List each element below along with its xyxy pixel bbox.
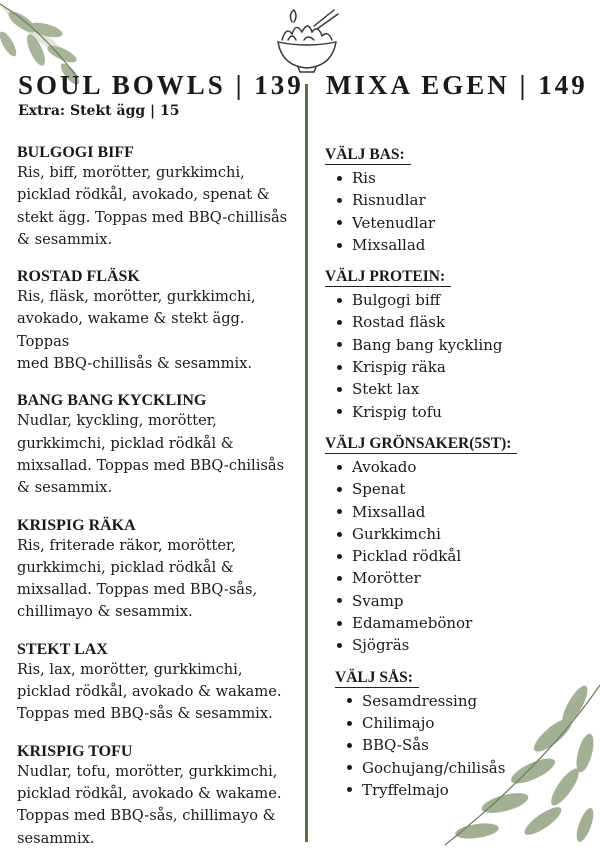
- section-title: VÄLJ SÅS:: [335, 669, 419, 688]
- bullet-icon: [337, 320, 342, 325]
- dish-description: Ris, biff, morötter, gurkkimchi, picklad rödkål, avokado, spenat & stekt ägg. Toppas med BBQ-chillisås & sesammix.: [17, 164, 288, 248]
- list-item: Krispig räka: [337, 356, 585, 378]
- dish-krispig-raka: [17, 517, 299, 624]
- section-protein: [325, 266, 585, 423]
- dish-name: ROSTAD FLÄSK: [17, 268, 140, 286]
- section-gronsaker: [325, 433, 585, 657]
- bullet-icon: [337, 643, 342, 648]
- list-item: Morötter: [337, 567, 585, 589]
- mixa-egen-title: MIXA EGEN | 149: [326, 70, 588, 100]
- dish-description: Ris, fläsk, morötter, gurkkimchi, avokado, wakame & stekt ägg. Toppas med BBQ-chillisås & sesammix.: [17, 288, 256, 373]
- bullet-icon: [337, 487, 342, 492]
- dish-name: STEKT LAX: [17, 640, 108, 658]
- column-divider: [305, 84, 308, 842]
- list-item: Picklad rödkål: [337, 545, 585, 567]
- list-item: Stekt lax: [337, 378, 585, 400]
- bullet-icon: [337, 342, 342, 347]
- bullet-icon: [337, 532, 342, 537]
- list-item: Rostad fläsk: [337, 311, 585, 333]
- list-item: Sjögräs: [337, 634, 585, 656]
- bullet-icon: [337, 365, 342, 370]
- bullet-icon: [337, 576, 342, 581]
- list-item: Svamp: [337, 590, 585, 612]
- bullet-icon: [347, 698, 352, 703]
- list-item: BBQ-Sås: [347, 734, 585, 756]
- soul-bowls-title: SOUL BOWLS | 139: [18, 70, 304, 100]
- list-item: Avokado: [337, 456, 585, 478]
- extra-egg-note: Extra: Stekt ägg | 15: [18, 103, 180, 119]
- bullet-icon: [337, 387, 342, 392]
- list-item: Risnudlar: [337, 189, 585, 211]
- bullet-icon: [337, 465, 342, 470]
- bullet-icon: [337, 554, 342, 559]
- dish-description: Nudlar, kyckling, morötter, gurkkimchi, picklad rödkål & mixsallad. Toppas med BBQ-chilisås & sesammix.: [17, 412, 285, 497]
- dish-name: KRISPIG TOFU: [17, 742, 133, 760]
- list-item: Bulgogi biff: [337, 289, 585, 311]
- bullet-icon: [337, 621, 342, 626]
- section-title: VÄLJ PROTEIN:: [325, 268, 451, 287]
- bullet-icon: [337, 198, 342, 203]
- dish-bang-bang-kyckling: [17, 392, 299, 499]
- section-title: VÄLJ BAS:: [325, 146, 411, 165]
- section-title: VÄLJ GRÖNSAKER(5ST):: [325, 435, 517, 454]
- dish-krispig-tofu: [17, 743, 299, 850]
- bullet-icon: [337, 176, 342, 181]
- bullet-icon: [347, 765, 352, 770]
- dish-name: KRISPIG RÄKA: [17, 516, 136, 534]
- dish-name: BANG BANG KYCKLING: [17, 392, 207, 410]
- noodle-bowl-icon: [270, 4, 344, 74]
- list-item: Sesamdressing: [347, 690, 585, 712]
- dish-description: Ris, lax, morötter, gurkkimchi, picklad rödkål, avokado & wakame. Toppas med BBQ-sås & sesammix.: [17, 660, 282, 723]
- bullet-icon: [337, 509, 342, 514]
- dish-name: BULGOGI BIFF: [17, 144, 134, 161]
- bullet-icon: [337, 220, 342, 225]
- bullet-icon: [347, 721, 352, 726]
- list-item: Bang bang kyckling: [337, 334, 585, 356]
- dish-rostad-flask: [17, 268, 299, 375]
- section-bas: [325, 144, 585, 256]
- dish-stekt-lax: [17, 641, 299, 726]
- bullet-icon: [337, 243, 342, 248]
- list-item: Gurkkimchi: [337, 523, 585, 545]
- bullet-icon: [337, 409, 342, 414]
- list-item: Krispig tofu: [337, 401, 585, 423]
- dish-bulgogi-biff: [17, 144, 299, 251]
- section-sas: [335, 667, 585, 801]
- soul-bowls-menu: [17, 144, 299, 867]
- list-item: Chilimajo: [347, 712, 585, 734]
- dish-description: Ris, friterade räkor, morötter, gurkkimchi, picklad rödkål & mixsallad. Toppas med BBQ-sås, chillimayo & sesammix.: [17, 536, 258, 621]
- bullet-icon: [337, 298, 342, 303]
- list-item: Vetenudlar: [337, 212, 585, 234]
- bullet-icon: [337, 598, 342, 603]
- dish-description: Nudlar, tofu, morötter, gurkkimchi, picklad rödkål, avokado & wakame. Toppas med BBQ-sås, chillimayo & sesammix.: [17, 762, 282, 847]
- bullet-icon: [347, 787, 352, 792]
- list-item: Ris: [337, 167, 585, 189]
- list-item: Mixsallad: [337, 234, 585, 256]
- bullet-icon: [347, 743, 352, 748]
- list-item: Gochujang/chilisås: [347, 757, 585, 779]
- list-item: Mixsallad: [337, 501, 585, 523]
- mixa-egen-menu: [325, 144, 585, 811]
- list-item: Spenat: [337, 478, 585, 500]
- list-item: Edamamebönor: [337, 612, 585, 634]
- list-item: Tryffelmajo: [347, 779, 585, 801]
